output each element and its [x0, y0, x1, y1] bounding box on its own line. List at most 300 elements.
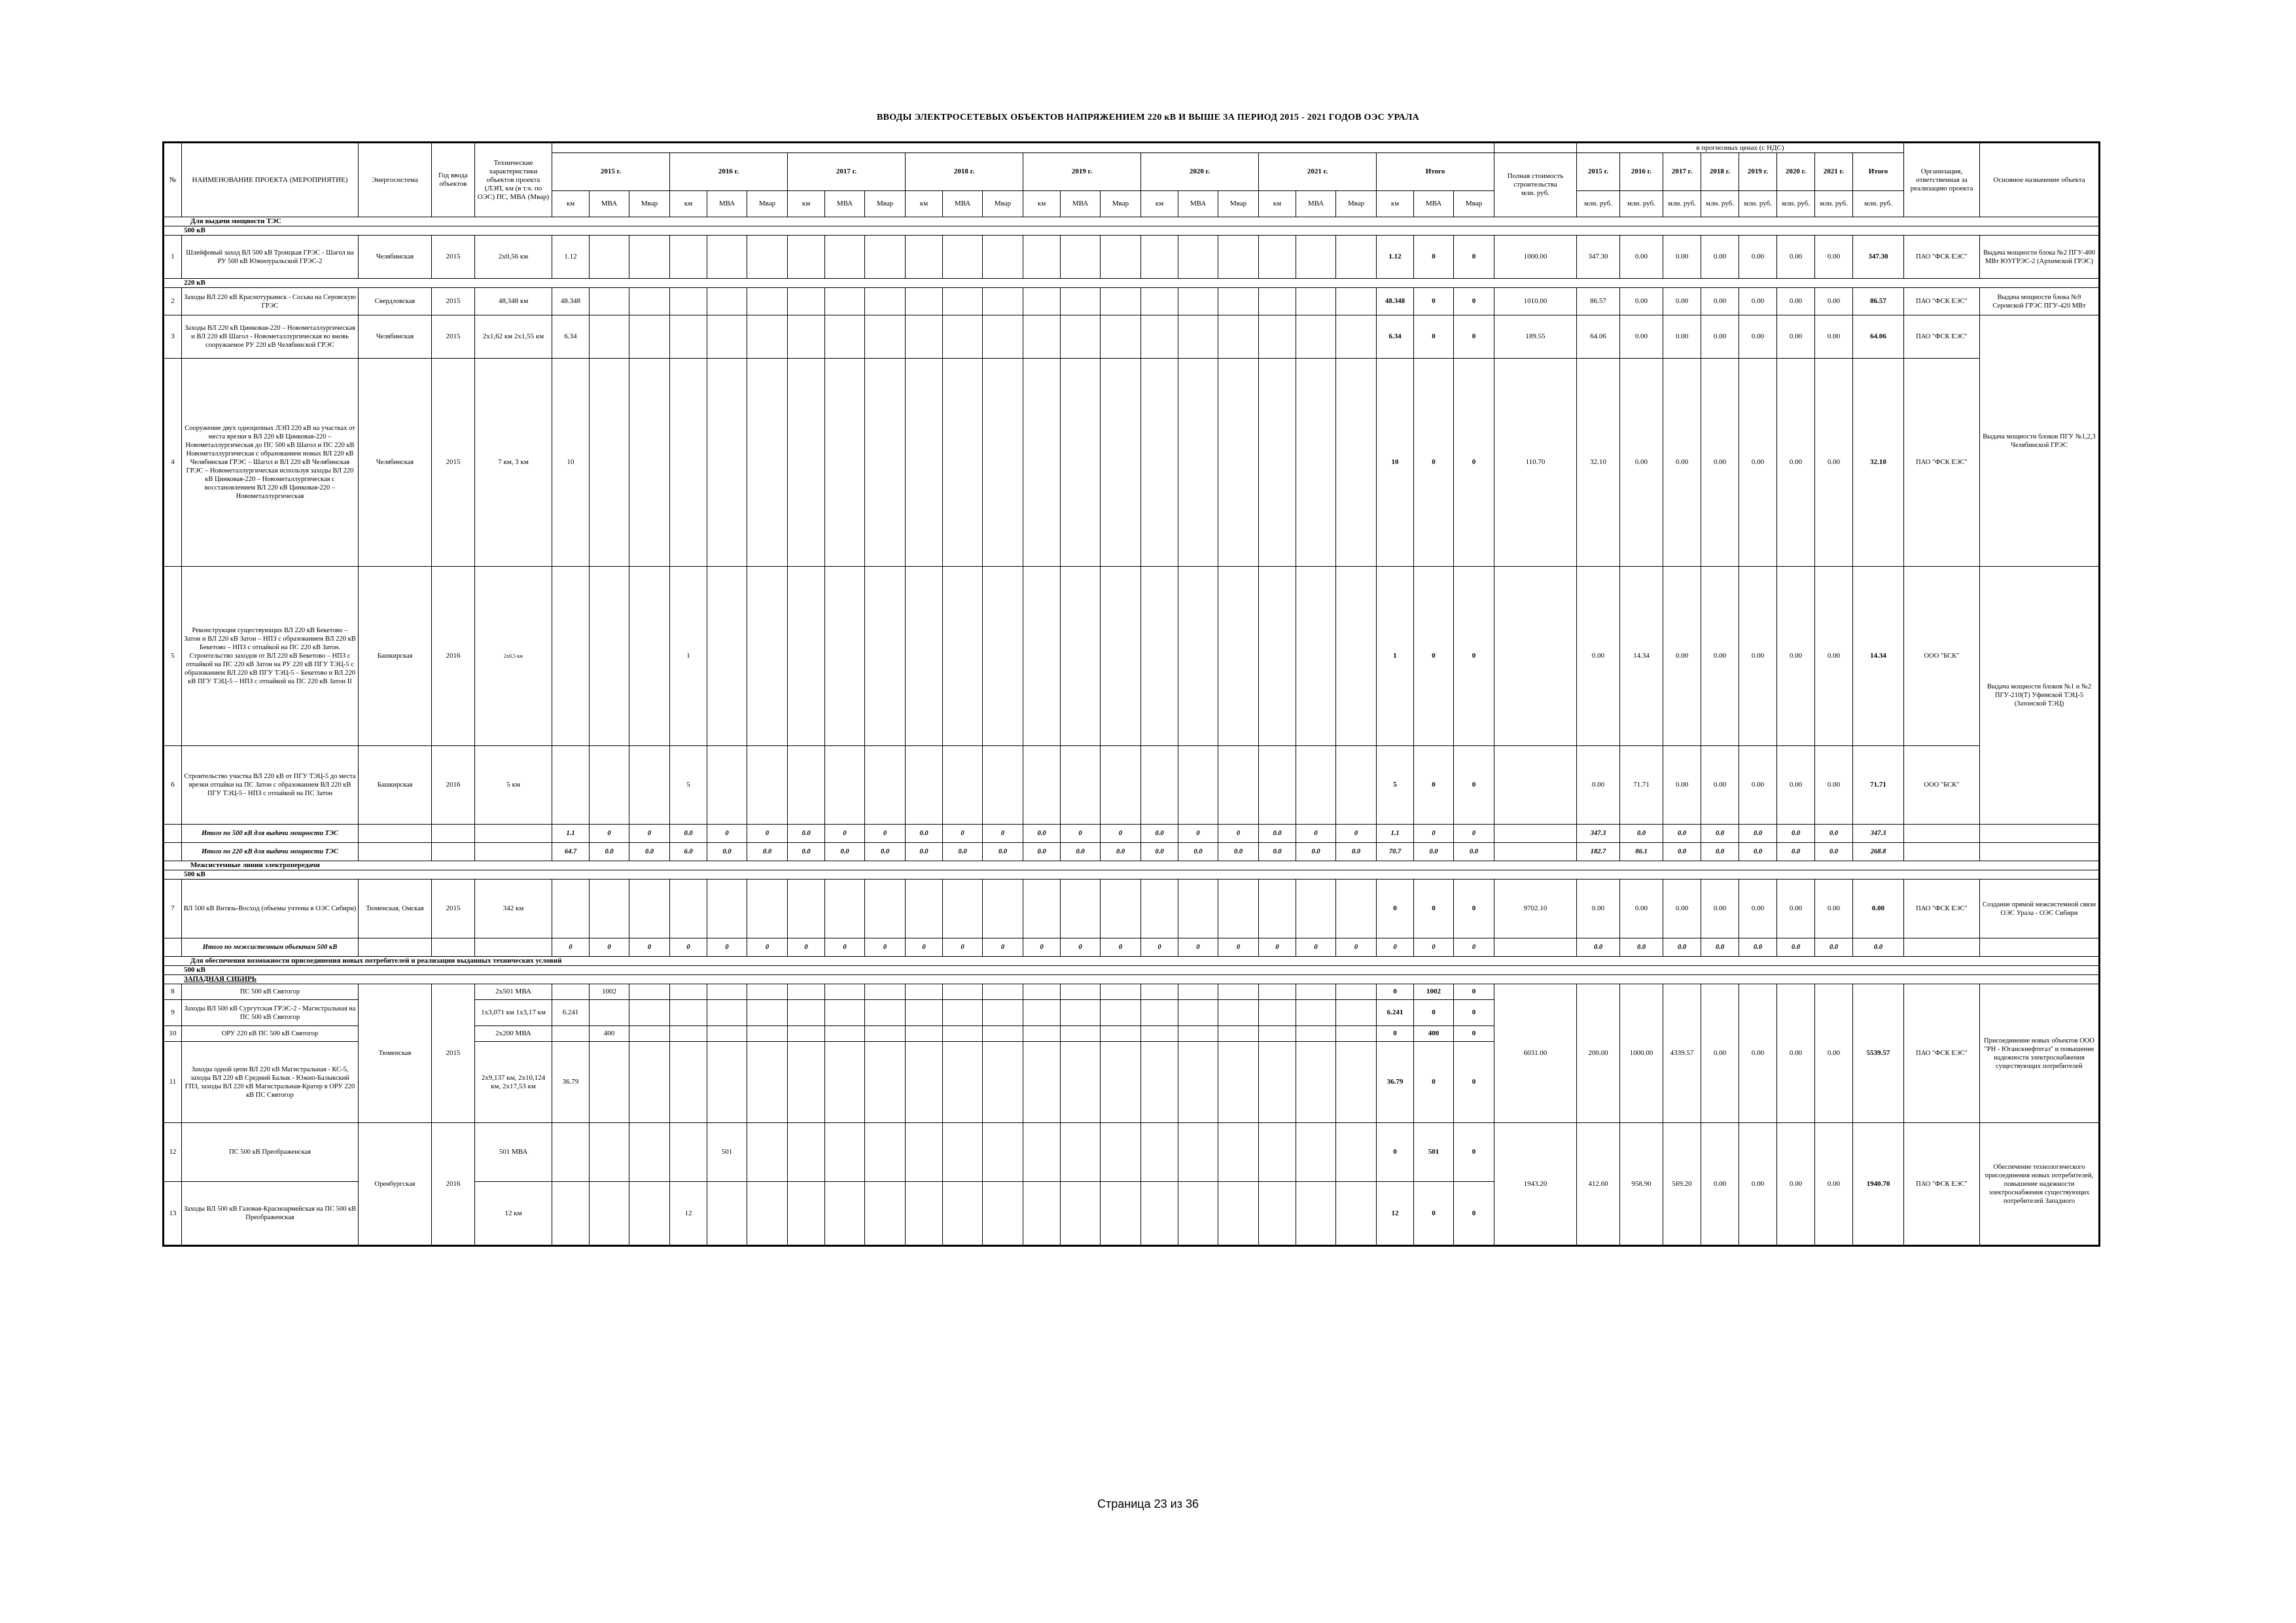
table-cell: 0.0 — [1620, 938, 1663, 957]
table-cell: 0 — [943, 938, 983, 957]
table-cell: 36.79 — [552, 1042, 590, 1123]
money-2021: 2021 г. — [1815, 153, 1853, 191]
table-cell: 1.1 — [1377, 825, 1414, 843]
table-cell: 0 — [629, 938, 670, 957]
table-cell: 0.0 — [1218, 843, 1259, 861]
money-2016: 2016 г. — [1620, 153, 1663, 191]
table-cell — [1178, 746, 1218, 825]
unit-mln: млн. руб. — [1815, 191, 1853, 217]
table-cell — [1101, 567, 1141, 746]
table-cell: 0.00 — [1777, 315, 1815, 359]
table-cell — [983, 288, 1023, 315]
table-cell — [590, 1042, 629, 1123]
table-cell: 0 — [1414, 1042, 1454, 1123]
table-cell: 5 — [1377, 746, 1414, 825]
table-cell — [164, 843, 182, 861]
table-cell: 1 — [1377, 567, 1414, 746]
table-cell — [1296, 236, 1336, 279]
table-cell: 0 — [825, 825, 865, 843]
table-cell: 71.71 — [1853, 746, 1904, 825]
unit-mva: МВА — [707, 191, 747, 217]
table-cell — [1101, 1026, 1141, 1042]
money-total: Итого — [1853, 153, 1904, 191]
table-cell — [475, 938, 552, 957]
table-cell — [983, 1026, 1023, 1042]
table-cell: 0.00 — [1663, 567, 1701, 746]
table-cell — [590, 1000, 629, 1026]
table-cell — [747, 1026, 788, 1042]
table-cell: 0.00 — [1701, 288, 1739, 315]
table-cell: 0.00 — [1815, 984, 1853, 1123]
table-cell — [629, 984, 670, 1000]
table-cell: 0.00 — [1739, 880, 1777, 938]
table-cell — [1218, 315, 1259, 359]
table-cell: 0 — [788, 938, 825, 957]
report-table — [162, 141, 2100, 1247]
table-cell: 64.06 — [1577, 315, 1620, 359]
table-cell: 0.00 — [1701, 1123, 1739, 1246]
table-cell: 6.34 — [552, 315, 590, 359]
table-cell: 0 — [747, 825, 788, 843]
table-cell: 0.0 — [788, 843, 825, 861]
table-cell: Заходы одной цепи ВЛ 220 кВ Магистральная - КС-5, заходы ВЛ 220 кВ Средний Балык - Южно-Балыкский ГПЗ, заходы ВЛ 220 кВ Магистральная-Кратер в ОРУ 220 кВ ПС Святогор — [182, 1042, 359, 1123]
table-cell — [707, 746, 747, 825]
table-row — [164, 984, 2100, 1000]
table-cell: 12 км — [475, 1182, 552, 1246]
table-cell: 0.0 — [1259, 843, 1296, 861]
unit-mva: МВА — [1061, 191, 1101, 217]
table-cell — [1218, 236, 1259, 279]
table-cell: ПАО "ФСК ЕЭС" — [1904, 288, 1980, 315]
table-cell — [1980, 843, 2100, 861]
table-cell: 0.00 — [1701, 567, 1739, 746]
unit-mvar: Мвар — [983, 191, 1023, 217]
unit-mva: МВА — [1178, 191, 1218, 217]
table-cell: 0.0 — [1023, 825, 1061, 843]
table-cell — [1296, 746, 1336, 825]
table-cell: Тюменская, Омская — [359, 880, 432, 938]
table-cell: 1943.20 — [1494, 1123, 1577, 1246]
table-cell — [1336, 567, 1377, 746]
table-cell: 2х1,62 км 2х1,55 км — [475, 315, 552, 359]
table-cell: 0.0 — [1739, 938, 1777, 957]
table-cell: 1 — [164, 236, 182, 279]
table-cell: 0 — [707, 825, 747, 843]
table-cell: 400 — [1414, 1026, 1454, 1042]
table-cell — [1904, 938, 1980, 957]
table-cell: Тюменская — [359, 984, 432, 1123]
table-cell — [1141, 984, 1178, 1000]
table-cell: 0.0 — [983, 843, 1023, 861]
table-cell — [1141, 880, 1178, 938]
table-cell: 14.34 — [1853, 567, 1904, 746]
table-cell: 0 — [552, 938, 590, 957]
unit-km: км — [906, 191, 943, 217]
table-cell — [1101, 1000, 1141, 1026]
table-cell — [670, 1000, 707, 1026]
table-cell — [1061, 880, 1101, 938]
table-cell: 1940.70 — [1853, 1123, 1904, 1246]
total-row — [164, 938, 2100, 957]
table-cell — [1296, 1042, 1336, 1123]
table-cell: 0 — [1178, 938, 1218, 957]
table-cell — [670, 1026, 707, 1042]
table-cell: 0 — [1454, 1000, 1494, 1026]
table-cell — [906, 359, 943, 567]
table-cell: 0 — [670, 938, 707, 957]
unit-mva: МВА — [1414, 191, 1454, 217]
table-cell — [1336, 359, 1377, 567]
table-cell — [1494, 825, 1577, 843]
table-cell — [590, 1182, 629, 1246]
table-cell — [983, 1123, 1023, 1182]
table-cell: Челябинская — [359, 359, 432, 567]
table-cell: 12 — [164, 1123, 182, 1182]
table-cell — [1980, 825, 2100, 843]
table-cell — [1296, 1123, 1336, 1182]
table-cell: 0.00 — [1739, 984, 1777, 1123]
table-cell: 347.3 — [1577, 825, 1620, 843]
table-cell: 0.0 — [1815, 825, 1853, 843]
table-cell: 400 — [590, 1026, 629, 1042]
table-cell: Оренбургская — [359, 1123, 432, 1246]
table-cell: 0.00 — [1777, 359, 1815, 567]
table-cell — [943, 1123, 983, 1182]
table-cell — [1296, 567, 1336, 746]
table-cell: 0.00 — [1701, 236, 1739, 279]
table-cell — [1141, 315, 1178, 359]
col-2020: 2020 г. — [1141, 153, 1259, 191]
table-cell — [1259, 1123, 1296, 1182]
table-cell: 0.0 — [707, 843, 747, 861]
table-cell: 0 — [1454, 880, 1494, 938]
table-cell: ООО "БСК" — [1904, 567, 1980, 746]
table-cell: 0 — [1454, 567, 1494, 746]
table-cell — [590, 1123, 629, 1182]
table-cell — [747, 359, 788, 567]
table-cell: 0.0 — [629, 843, 670, 861]
table-cell: 958.90 — [1620, 1123, 1663, 1246]
unit-mln: млн. руб. — [1577, 191, 1620, 217]
table-cell: 0.00 — [1620, 359, 1663, 567]
table-cell: 2х0,56 км — [475, 236, 552, 279]
table-cell — [1141, 567, 1178, 746]
table-cell — [865, 236, 906, 279]
table-cell — [1259, 567, 1296, 746]
table-cell: 347.30 — [1853, 236, 1904, 279]
table-cell — [1218, 1026, 1259, 1042]
table-cell: 0.0 — [1701, 938, 1739, 957]
table-cell — [629, 880, 670, 938]
table-cell: 0.00 — [1620, 315, 1663, 359]
table-cell — [1061, 1026, 1101, 1042]
table-cell — [825, 984, 865, 1000]
table-cell: 0.00 — [1777, 567, 1815, 746]
table-cell: 0.0 — [1141, 843, 1178, 861]
table-cell: 0 — [1414, 938, 1454, 957]
table-cell — [865, 315, 906, 359]
table-cell — [1904, 825, 1980, 843]
table-cell — [359, 938, 432, 957]
table-cell — [1336, 1182, 1377, 1246]
col-energysystem: Энергосистема — [359, 143, 432, 217]
table-cell — [788, 1182, 825, 1246]
table-cell: 0 — [865, 938, 906, 957]
table-cell — [1259, 236, 1296, 279]
col-year: Год ввода объектов — [432, 143, 475, 217]
table-cell — [1101, 1123, 1141, 1182]
table-cell: 1 — [670, 567, 707, 746]
table-cell — [1178, 880, 1218, 938]
table-cell: 0.00 — [1739, 746, 1777, 825]
table-cell — [1061, 746, 1101, 825]
table-cell: 0.00 — [1663, 746, 1701, 825]
table-cell — [1101, 880, 1141, 938]
table-cell: 6031.00 — [1494, 984, 1577, 1123]
table-cell — [983, 746, 1023, 825]
table-cell — [164, 825, 182, 843]
table-cell — [1980, 938, 2100, 957]
table-cell — [590, 567, 629, 746]
table-cell: Выдача мощности блока №2 ПГУ-400 МВт ЮУГРЭС-2 (Архимской ГРЭС) — [1980, 236, 2100, 279]
table-cell: 71.71 — [1620, 746, 1663, 825]
table-cell — [1218, 880, 1259, 938]
table-cell: 0 — [629, 825, 670, 843]
table-cell: 3 — [164, 315, 182, 359]
table-cell — [1259, 1182, 1296, 1246]
table-cell — [906, 1123, 943, 1182]
table-cell: 0 — [1377, 880, 1414, 938]
table-cell — [747, 1182, 788, 1246]
table-cell: ПС 500 кВ Преображенская — [182, 1123, 359, 1182]
table-cell — [983, 359, 1023, 567]
table-cell: 0.0 — [1023, 843, 1061, 861]
table-cell — [707, 567, 747, 746]
table-cell — [943, 315, 983, 359]
table-cell — [1061, 359, 1101, 567]
table-cell — [825, 315, 865, 359]
table-cell: 1.12 — [1377, 236, 1414, 279]
unit-mvar: Мвар — [747, 191, 788, 217]
table-cell — [1494, 938, 1577, 957]
table-cell — [788, 288, 825, 315]
table-cell — [788, 880, 825, 938]
table-cell: 0.0 — [1178, 843, 1218, 861]
section-heading: Межсистемные линии электропередачи — [164, 861, 2100, 870]
table-cell — [1061, 288, 1101, 315]
table-cell — [865, 880, 906, 938]
table-cell — [1296, 1026, 1336, 1042]
table-cell — [865, 746, 906, 825]
table-cell: 501 — [1414, 1123, 1454, 1182]
table-cell — [670, 236, 707, 279]
table-cell: 0 — [1414, 746, 1454, 825]
table-cell: Реконструкция существующих ВЛ 220 кВ Бекетово – Затон и ВЛ 220 кВ Затон – НПЗ с образованием ВЛ 220 кВ Бекетово – НПЗ с отпайкой на ПС 220 кВ Затон. Строительство заходов от ВЛ 220 кВ Бекетово – НПЗ с отпайкой на ПС 220 кВ Затон на РУ 220 кВ ПГУ ТЭЦ-5 с образованием ВЛ 220 кВ ПГУ ТЭЦ-5 – Бекетово и ВЛ 220 кВ ПГУ ТЭЦ-5 – НПЗ с отпайкой на ПС 220 кВ Затон II — [182, 567, 359, 746]
table-cell — [1023, 1042, 1061, 1123]
table-cell — [707, 1042, 747, 1123]
table-cell — [943, 746, 983, 825]
table-cell: 6.241 — [552, 1000, 590, 1026]
table-cell: 0.00 — [1777, 880, 1815, 938]
table-cell — [1141, 236, 1178, 279]
table-cell: 2015 — [432, 315, 475, 359]
table-cell: 0 — [590, 938, 629, 957]
table-cell: Башкирская — [359, 567, 432, 746]
table-cell: 0.0 — [906, 825, 943, 843]
unit-km: км — [788, 191, 825, 217]
col-org: Организация, ответственная за реализацию проекта — [1904, 143, 1980, 217]
table-cell: 200.00 — [1577, 984, 1620, 1123]
table-cell: 0.0 — [1739, 843, 1777, 861]
table-cell: 0 — [1101, 825, 1141, 843]
table-cell — [1336, 315, 1377, 359]
table-cell: 0.0 — [1454, 843, 1494, 861]
table-cell: 412.60 — [1577, 1123, 1620, 1246]
table-cell: 6.34 — [1377, 315, 1414, 359]
table-cell — [1101, 1042, 1141, 1123]
table-cell — [983, 880, 1023, 938]
table-cell — [747, 984, 788, 1000]
table-cell: 0.00 — [1663, 880, 1701, 938]
table-cell: 2015 — [432, 880, 475, 938]
table-cell — [1061, 567, 1101, 746]
table-cell — [1141, 1000, 1178, 1026]
table-cell — [1296, 1000, 1336, 1026]
table-cell: 0.0 — [1663, 938, 1701, 957]
table-cell — [865, 984, 906, 1000]
table-cell: 0.00 — [1701, 746, 1739, 825]
table-cell — [983, 567, 1023, 746]
table-cell — [670, 359, 707, 567]
col-2018: 2018 г. — [906, 153, 1023, 191]
table-cell: 0 — [1296, 825, 1336, 843]
table-cell: 0.00 — [1815, 236, 1853, 279]
table-cell: ПАО "ФСК ЕЭС" — [1904, 315, 1980, 359]
table-cell — [1218, 359, 1259, 567]
table-row — [164, 236, 2100, 279]
table-cell: 268.8 — [1853, 843, 1904, 861]
table-cell — [1259, 315, 1296, 359]
table-cell: 0 — [1454, 984, 1494, 1000]
table-cell: 0.00 — [1777, 288, 1815, 315]
table-cell — [825, 1042, 865, 1123]
table-cell: 0.0 — [1101, 843, 1141, 861]
table-cell: 7 — [164, 880, 182, 938]
table-cell: 0 — [1023, 938, 1061, 957]
table-cell: 4 — [164, 359, 182, 567]
table-cell: 5 км — [475, 746, 552, 825]
table-cell — [590, 315, 629, 359]
table-cell: 10 — [164, 1026, 182, 1042]
table-cell — [1023, 315, 1061, 359]
table-cell — [825, 1182, 865, 1246]
table-cell: 2016 — [432, 1123, 475, 1246]
table-cell: 0.00 — [1777, 236, 1815, 279]
unit-mln: млн. руб. — [1663, 191, 1701, 217]
table-cell: 0 — [983, 938, 1023, 957]
table-cell: 0.00 — [1739, 315, 1777, 359]
table-cell — [1904, 843, 1980, 861]
table-cell — [1336, 1000, 1377, 1026]
money-2018: 2018 г. — [1701, 153, 1739, 191]
table-cell: 0.00 — [1815, 1123, 1853, 1246]
table-cell: 2016 — [432, 567, 475, 746]
table-cell: 569.20 — [1663, 1123, 1701, 1246]
table-cell: 110.70 — [1494, 359, 1577, 567]
table-cell — [432, 843, 475, 861]
table-cell — [1023, 984, 1061, 1000]
col-2021: 2021 г. — [1259, 153, 1377, 191]
header-blank-band — [552, 143, 1494, 153]
table-cell: 0.00 — [1815, 880, 1853, 938]
table-cell: 12 — [670, 1182, 707, 1246]
table-cell: 0 — [1377, 938, 1414, 957]
table-cell: 0.00 — [1663, 236, 1701, 279]
money-2015: 2015 г. — [1577, 153, 1620, 191]
table-cell: 0 — [1377, 1026, 1414, 1042]
table-cell — [906, 236, 943, 279]
col-2016: 2016 г. — [670, 153, 788, 191]
unit-km: км — [670, 191, 707, 217]
table-cell: 342 км — [475, 880, 552, 938]
money-2020: 2020 г. — [1777, 153, 1815, 191]
table-cell — [707, 288, 747, 315]
table-cell: 0 — [943, 825, 983, 843]
table-cell: 0.0 — [1815, 843, 1853, 861]
table-cell: 70.7 — [1377, 843, 1414, 861]
table-cell: 0.00 — [1620, 236, 1663, 279]
table-cell — [865, 1026, 906, 1042]
table-cell — [1336, 1042, 1377, 1123]
table-cell: 86.1 — [1620, 843, 1663, 861]
table-cell — [788, 1026, 825, 1042]
table-row — [164, 746, 2100, 825]
table-cell — [1061, 1000, 1101, 1026]
table-cell — [707, 315, 747, 359]
table-cell: 48.348 — [1377, 288, 1414, 315]
table-cell: 0 — [1454, 1123, 1494, 1182]
table-cell — [590, 288, 629, 315]
table-cell: 0.0 — [788, 825, 825, 843]
unit-km: км — [1023, 191, 1061, 217]
table-cell — [1141, 288, 1178, 315]
money-2019: 2019 г. — [1739, 153, 1777, 191]
table-cell — [906, 1182, 943, 1246]
table-cell — [1218, 746, 1259, 825]
table-cell — [1061, 1123, 1101, 1182]
table-cell: 0.0 — [1777, 938, 1815, 957]
table-cell — [1218, 1000, 1259, 1026]
table-cell: 0 — [1336, 825, 1377, 843]
table-cell — [432, 938, 475, 957]
table-cell: 0 — [1414, 825, 1454, 843]
table-cell — [1178, 567, 1218, 746]
table-cell: 14.34 — [1620, 567, 1663, 746]
table-cell: 0.00 — [1701, 880, 1739, 938]
table-cell — [943, 236, 983, 279]
table-cell: 0.0 — [1577, 938, 1620, 957]
table-cell: 0 — [1454, 1182, 1494, 1246]
table-cell — [707, 359, 747, 567]
table-cell: 48.348 — [552, 288, 590, 315]
table-cell — [1141, 746, 1178, 825]
col-2015: 2015 г. — [552, 153, 670, 191]
table-cell — [943, 1042, 983, 1123]
table-cell — [552, 746, 590, 825]
table-cell — [865, 1000, 906, 1026]
table-cell: 0.00 — [1815, 315, 1853, 359]
table-cell: 32.10 — [1577, 359, 1620, 567]
